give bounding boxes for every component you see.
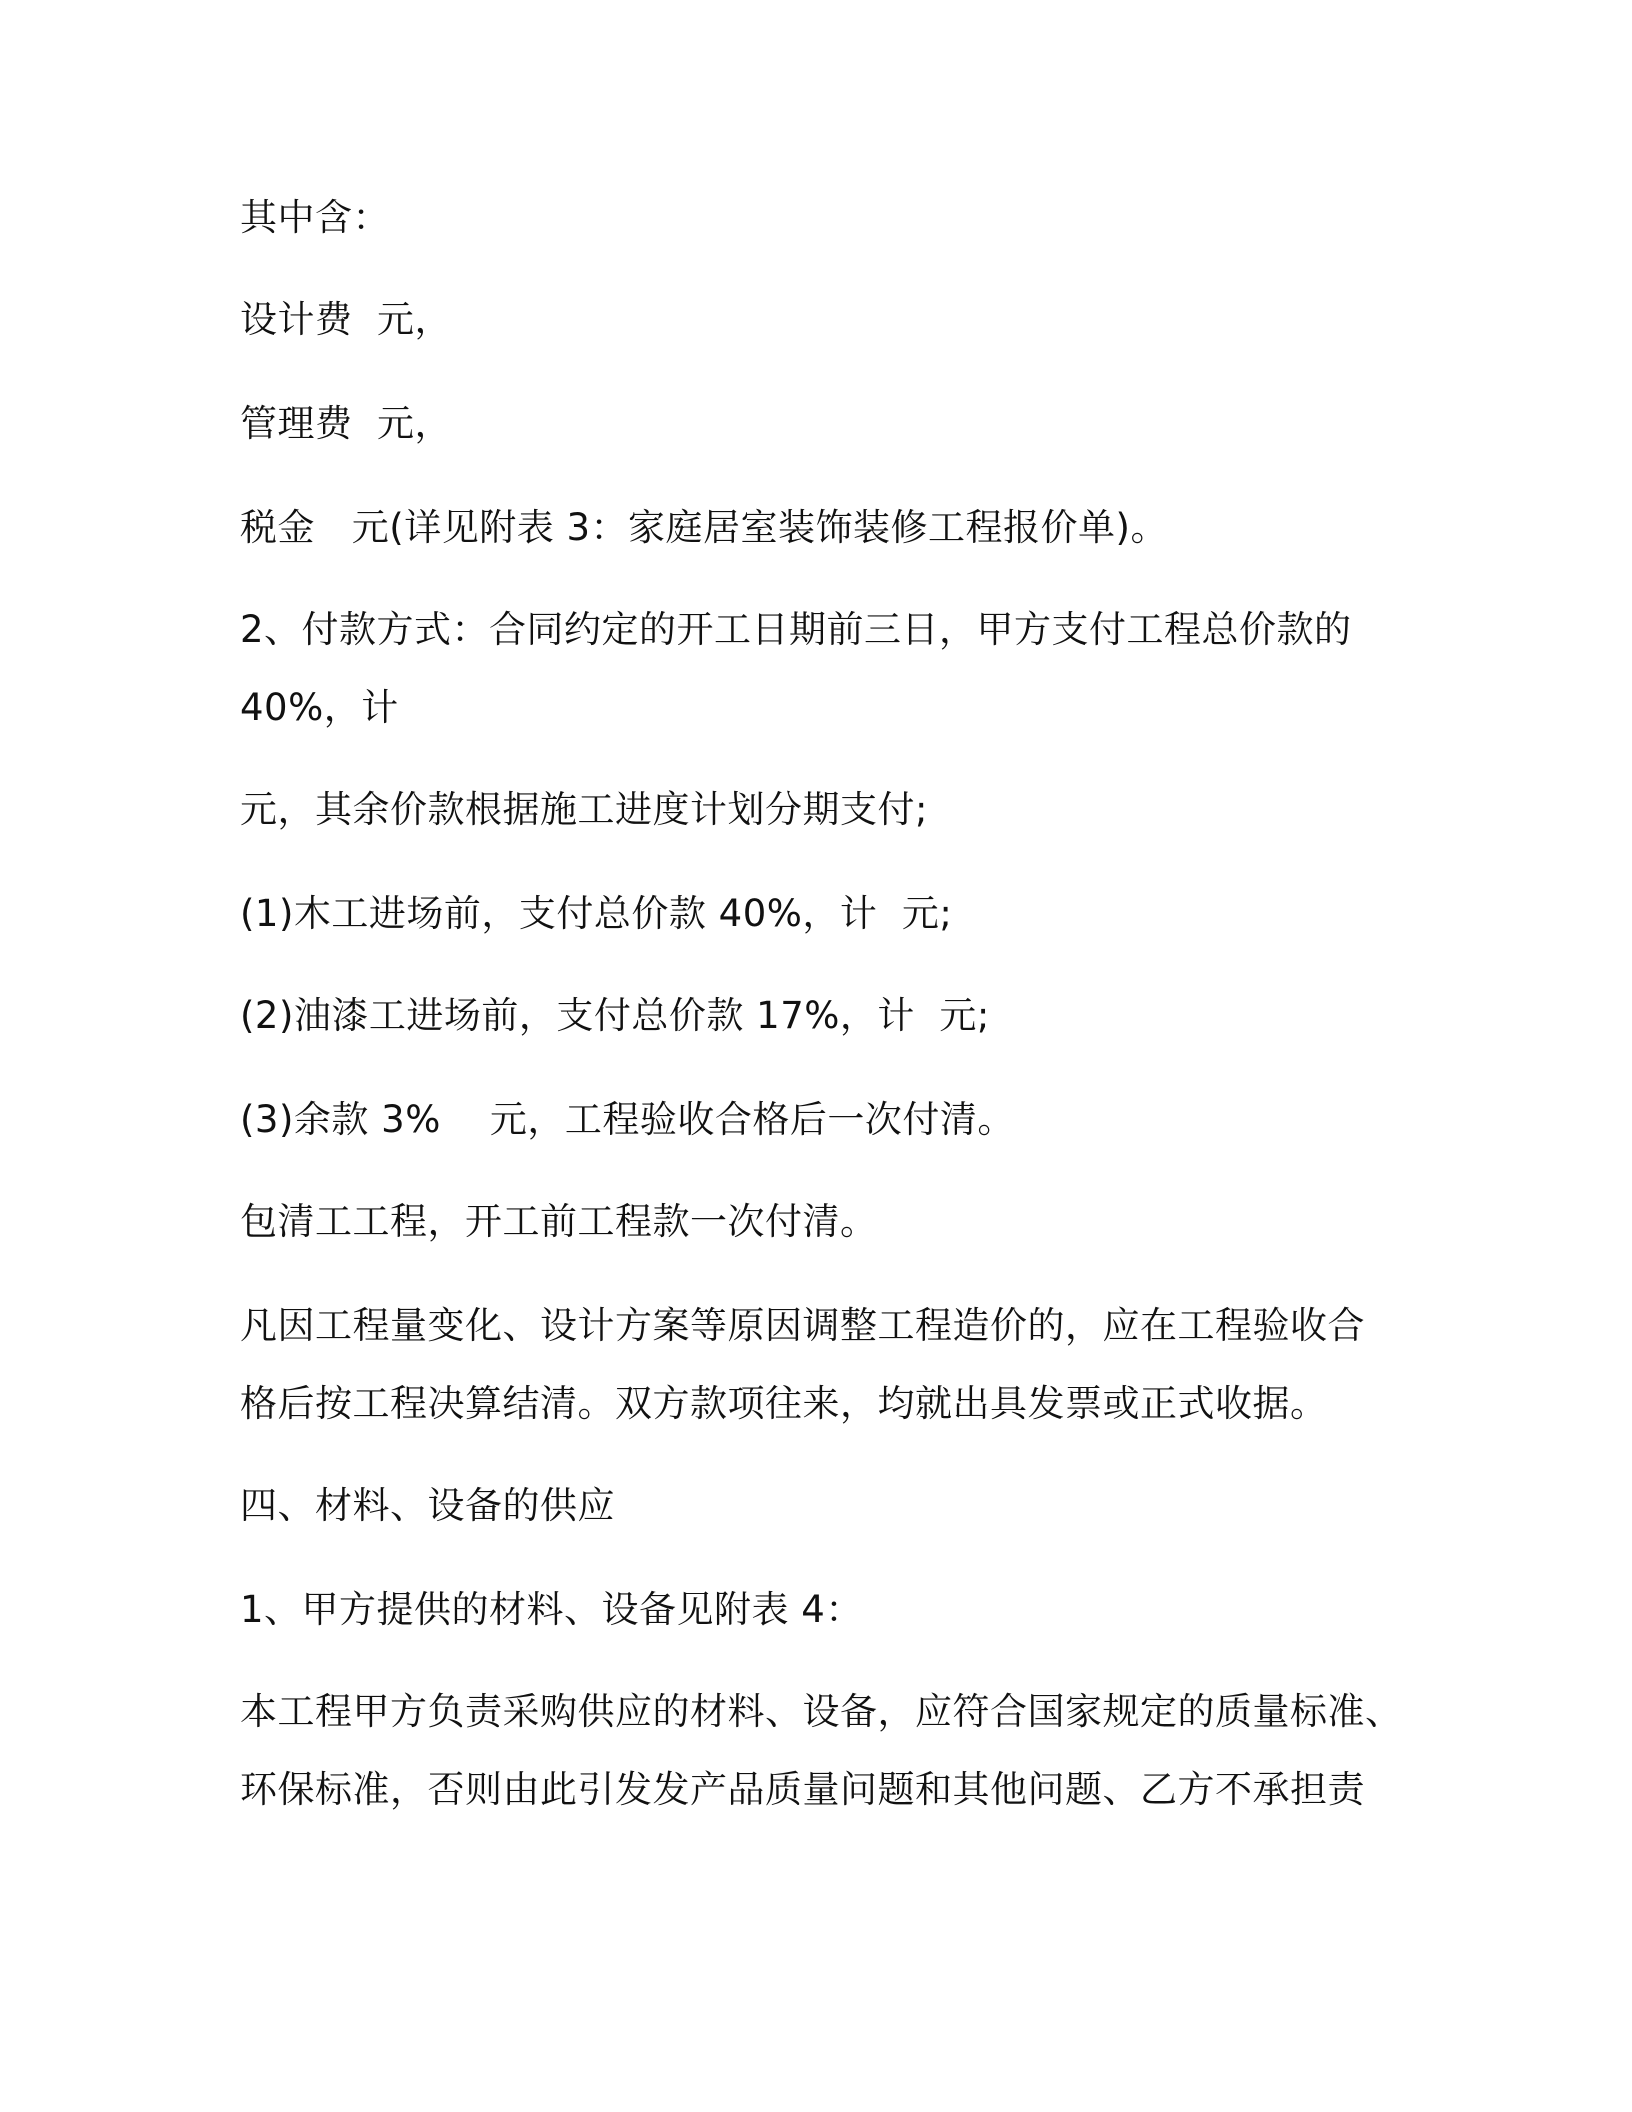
text-line: 环保标准，否则由此引发发产品质量问题和其他问题、乙方不承担责 xyxy=(240,1768,1365,1811)
text-line: 管理费 元， xyxy=(240,402,453,445)
text-line: 税金 元(详见附表 3：家庭居室装饰装修工程报价单)。 xyxy=(240,506,1168,549)
text-line: (3)余款 3% 元，工程验收合格后一次付清。 xyxy=(240,1098,1015,1141)
text-line: (2)油漆工进场前，支付总价款 17%，计 元; xyxy=(240,994,990,1037)
text-line: 1、甲方提供的材料、设备见附表 4： xyxy=(240,1588,863,1631)
text-line: (1)木工进场前，支付总价款 40%，计 元; xyxy=(240,892,953,935)
text-line: 元，其余价款根据施工进度计划分期支付; xyxy=(240,788,928,831)
text-line: 2、付款方式：合同约定的开工日期前三日，甲方支付工程总价款的 xyxy=(240,608,1352,651)
text-line: 40%，计 xyxy=(240,686,399,729)
text-line: 其中含： xyxy=(240,196,390,239)
text-line: 四、材料、设备的供应 xyxy=(240,1484,615,1527)
text-line: 凡因工程量变化、设计方案等原因调整工程造价的，应在工程验收合 xyxy=(240,1304,1365,1347)
text-line: 设计费 元， xyxy=(240,298,453,341)
text-line: 本工程甲方负责采购供应的材料、设备，应符合国家规定的质量标准、 xyxy=(240,1690,1403,1733)
text-line: 格后按工程决算结清。双方款项往来，均就出具发票或正式收据。 xyxy=(240,1382,1328,1425)
text-line: 包清工工程，开工前工程款一次付清。 xyxy=(240,1200,878,1243)
